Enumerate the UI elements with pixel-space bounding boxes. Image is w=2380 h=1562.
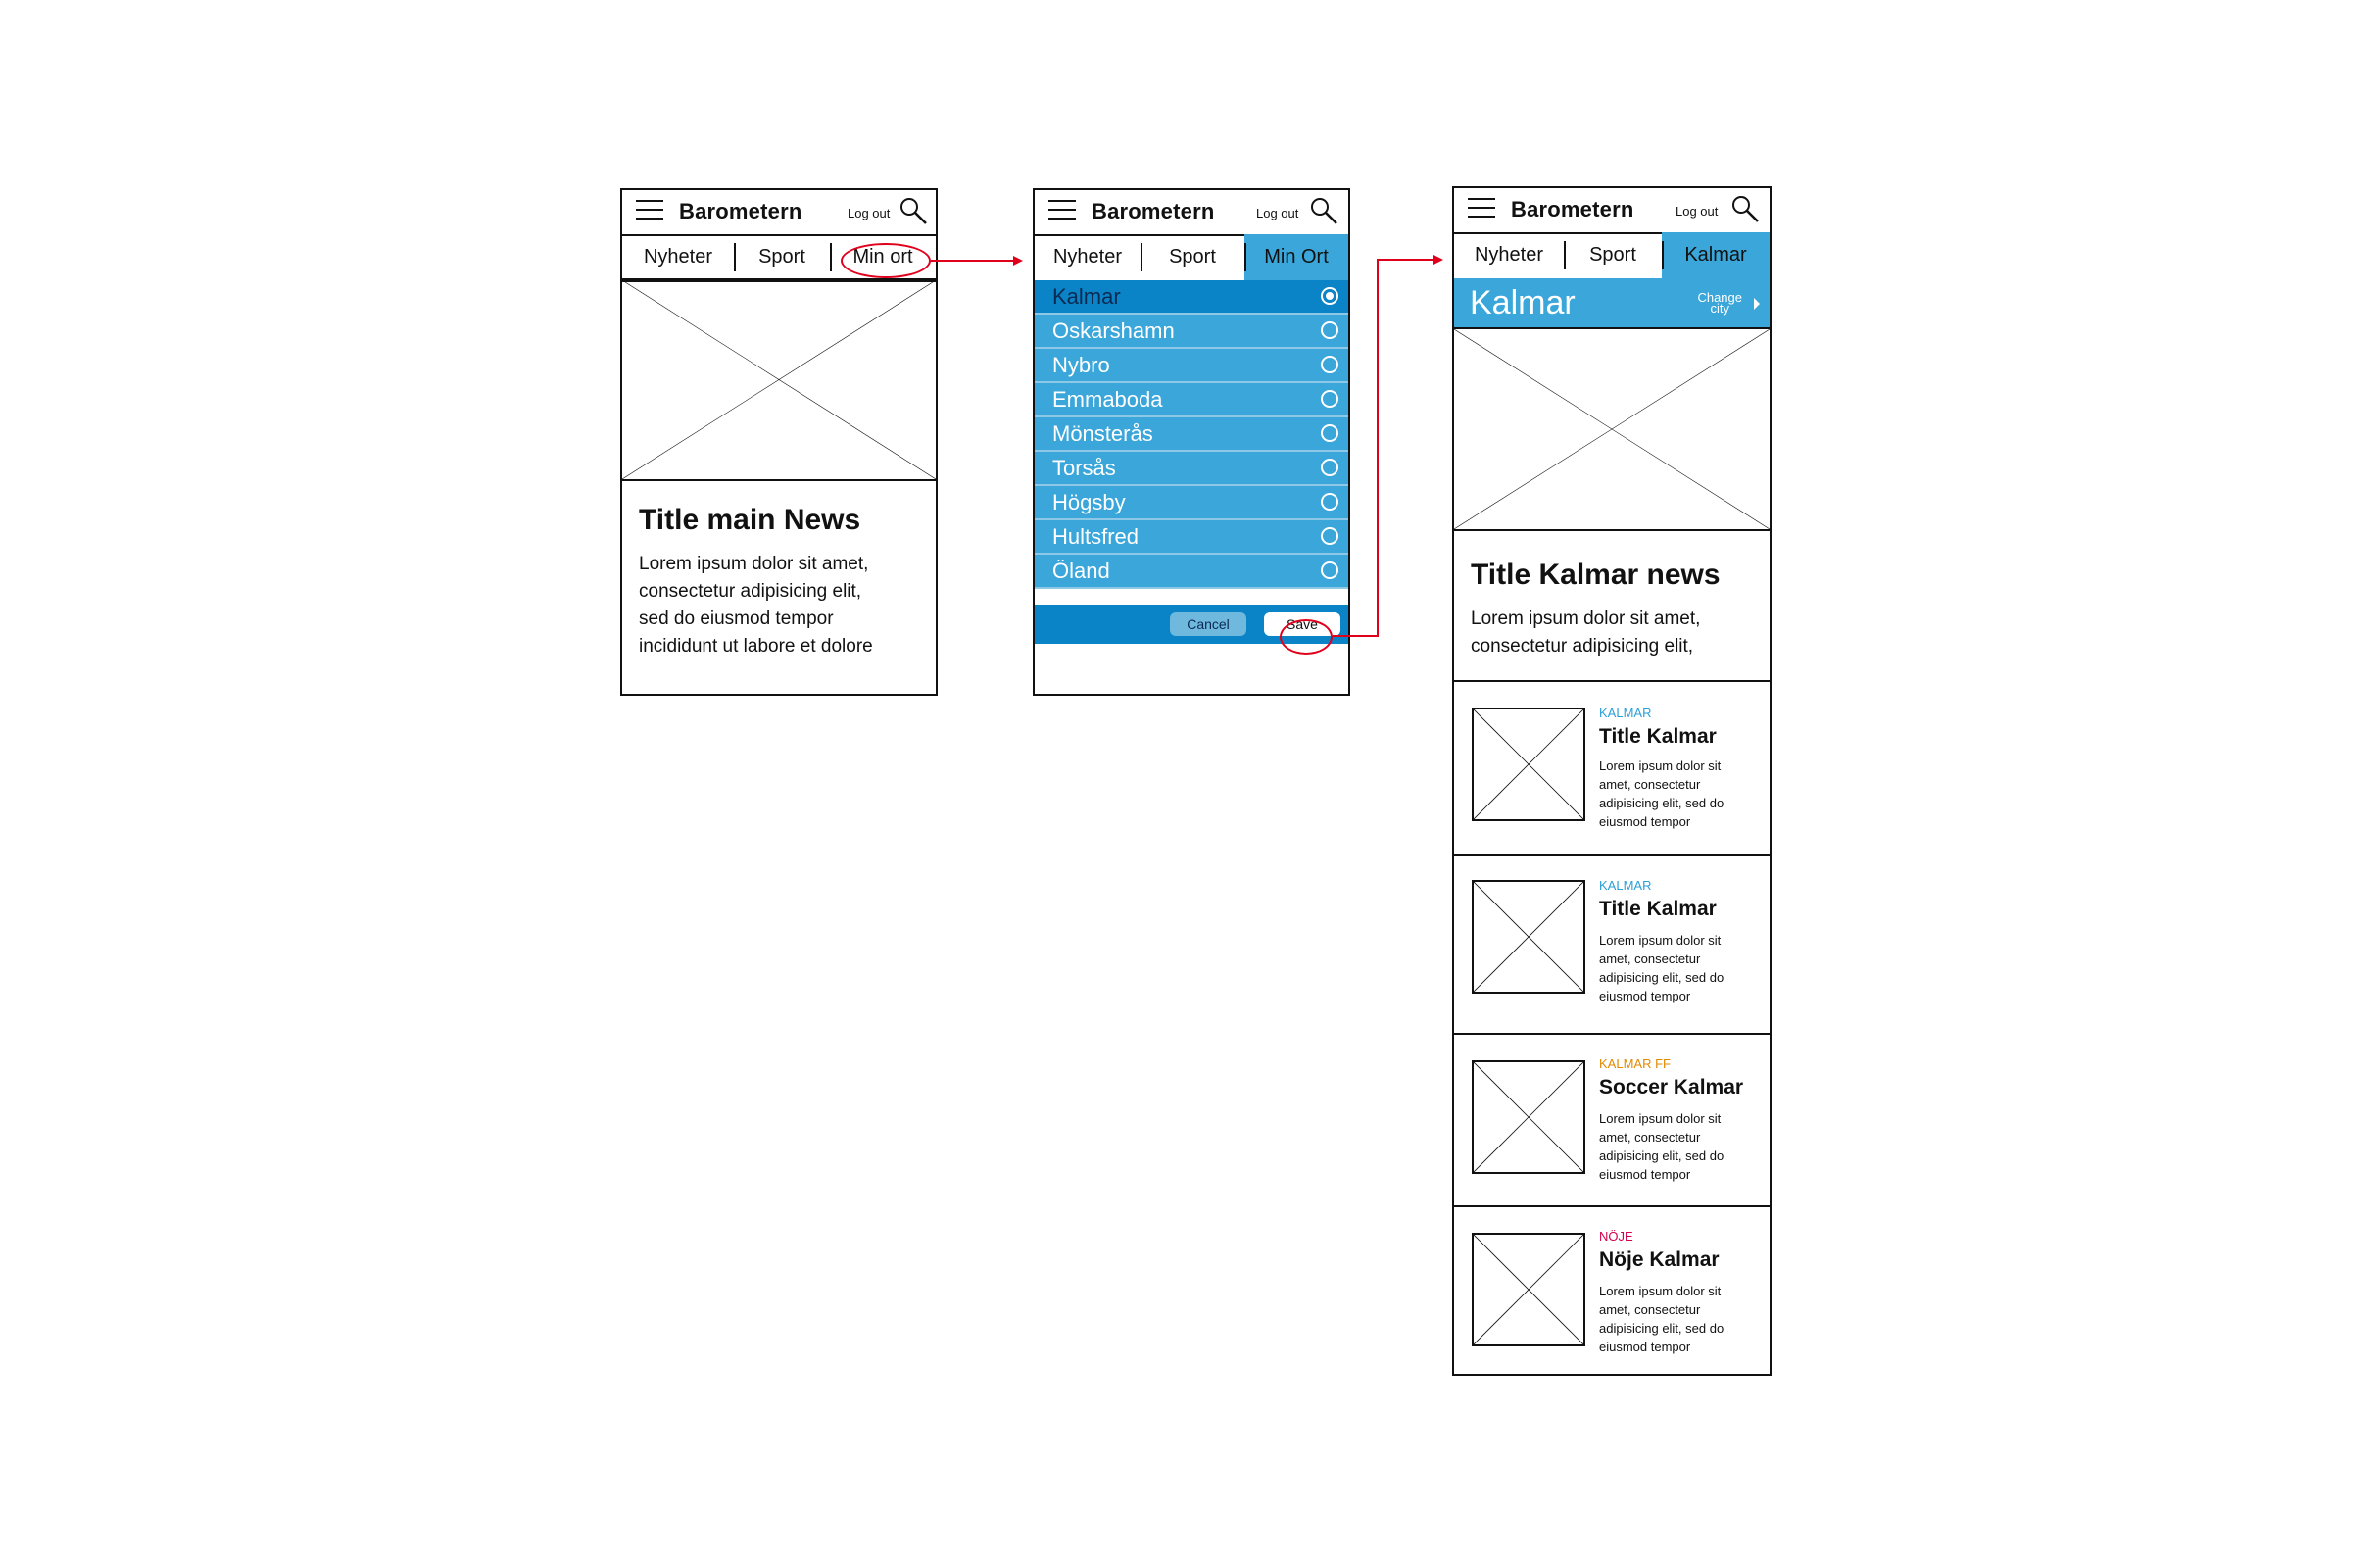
city-label: Öland (1052, 558, 1110, 583)
logout-link[interactable]: Log out (1256, 206, 1299, 220)
card-text-line: eiusmod tempor (1599, 1167, 1691, 1182)
change-city-label: city (1710, 301, 1729, 316)
news-card-3[interactable] (1454, 1035, 1770, 1207)
annotation-arrowhead-1 (1013, 256, 1023, 266)
body-line: Lorem ipsum dolor sit amet, (639, 554, 869, 574)
annotation-arrow-2b (1377, 259, 1379, 637)
search-icon[interactable] (899, 196, 928, 225)
radio-icon[interactable] (1321, 390, 1338, 408)
screen-kalmar-feed (1452, 186, 1772, 1376)
save-button[interactable]: Save (1264, 612, 1340, 636)
card-image-placeholder (1472, 880, 1585, 994)
card-category: KALMAR (1599, 706, 1652, 720)
hero-image-placeholder (1452, 327, 1772, 531)
app-header (1035, 190, 1348, 236)
change-city-link[interactable] (1697, 292, 1742, 314)
radio-icon[interactable] (1321, 561, 1338, 579)
card-text-line: eiusmod tempor (1599, 814, 1691, 829)
tab-nyheter[interactable]: Nyheter (1474, 244, 1544, 266)
card-text-line: amet, consectetur (1599, 1130, 1701, 1145)
card-category: NÖJE (1599, 1229, 1633, 1244)
card-text-line: adipisicing elit, sed do (1599, 970, 1724, 985)
kalmar-news-title[interactable]: Title Kalmar news (1471, 559, 1721, 591)
city-label: Nybro (1052, 352, 1110, 377)
city-option-emmaboda[interactable] (1035, 383, 1348, 417)
card-title[interactable]: Nöje Kalmar (1599, 1248, 1720, 1271)
body-line: incididunt ut labore et dolore (639, 636, 873, 657)
main-news-body (639, 551, 873, 660)
city-label: Kalmar (1052, 283, 1121, 309)
city-option-oland[interactable] (1035, 555, 1348, 589)
card-text-line: Lorem ipsum dolor sit (1599, 1111, 1722, 1126)
city-list (1035, 280, 1348, 589)
annotation-arrowhead-2 (1433, 255, 1443, 265)
card-text-line: adipisicing elit, sed do (1599, 1321, 1724, 1336)
card-text-line: adipisicing elit, sed do (1599, 796, 1724, 810)
body-line: consectetur adipisicing elit, (639, 581, 862, 602)
tab-nyheter[interactable]: Nyheter (1052, 246, 1123, 268)
card-text-line: amet, consectetur (1599, 952, 1701, 966)
card-text-line: Lorem ipsum dolor sit (1599, 933, 1722, 948)
city-label: Hultsfred (1052, 523, 1140, 549)
card-category: KALMAR (1599, 878, 1652, 893)
tab-bar (1035, 234, 1348, 282)
tab-nyheter[interactable]: Nyheter (643, 246, 713, 268)
brand-logo: Barometern (1511, 197, 1634, 221)
annotation-arrow-1 (931, 260, 1013, 262)
city-label: Emmaboda (1052, 386, 1163, 412)
search-icon[interactable] (1309, 196, 1338, 225)
main-news-title[interactable]: Title main News (639, 504, 861, 536)
brand-logo: Barometern (1092, 199, 1215, 223)
kalmar-news-body (1471, 606, 1700, 660)
card-text-line: eiusmod tempor (1599, 989, 1691, 1003)
city-option-torsas[interactable] (1035, 452, 1348, 486)
card-image-placeholder (1472, 708, 1585, 821)
tab-min-ort[interactable]: Min ort (830, 234, 936, 280)
radio-icon[interactable] (1321, 356, 1338, 373)
card-text-line: Lorem ipsum dolor sit (1599, 758, 1722, 773)
city-option-hogsby[interactable] (1035, 486, 1348, 520)
hamburger-menu-icon[interactable] (1468, 198, 1495, 220)
annotation-oval-min-ort (841, 243, 931, 278)
change-city-label: Change (1697, 290, 1742, 305)
body-line: consectetur adipisicing elit, (1471, 636, 1694, 657)
card-text-line: adipisicing elit, sed do (1599, 1148, 1724, 1163)
tab-min-ort[interactable]: Min Ort (1244, 234, 1348, 280)
radio-icon[interactable] (1321, 493, 1338, 511)
card-text-line: amet, consectetur (1599, 777, 1701, 792)
city-banner (1454, 278, 1770, 329)
city-label: Högsby (1052, 489, 1126, 514)
card-image-placeholder (1472, 1060, 1585, 1174)
logout-link[interactable]: Log out (848, 206, 891, 220)
tab-kalmar[interactable]: Kalmar (1662, 232, 1770, 278)
city-banner-title: Kalmar (1470, 284, 1576, 321)
card-text-line: eiusmod tempor (1599, 1340, 1691, 1354)
city-option-monsteras[interactable] (1035, 417, 1348, 452)
chevron-right-icon[interactable] (1754, 298, 1760, 310)
city-label: Mönsterås (1052, 420, 1153, 446)
radio-icon[interactable] (1321, 527, 1338, 545)
app-header (1454, 188, 1770, 234)
tab-bar (1454, 232, 1770, 280)
card-text (1599, 1282, 1756, 1356)
body-line: sed do eiusmod tempor (639, 609, 834, 629)
radio-icon[interactable] (1321, 321, 1338, 339)
city-option-oskarshamn[interactable] (1035, 315, 1348, 349)
logout-link[interactable]: Log out (1676, 204, 1719, 219)
city-option-nybro[interactable] (1035, 349, 1348, 383)
search-icon[interactable] (1730, 194, 1760, 223)
body-line: Lorem ipsum dolor sit amet, (1471, 609, 1701, 629)
hero-image-placeholder (620, 278, 938, 481)
tab-sport[interactable]: Sport (1564, 232, 1662, 278)
radio-selected-icon[interactable] (1321, 287, 1338, 305)
news-card-2[interactable] (1454, 856, 1770, 1035)
card-title[interactable]: Soccer Kalmar (1599, 1076, 1744, 1098)
city-option-kalmar[interactable] (1035, 280, 1348, 315)
city-label: Torsås (1052, 455, 1116, 480)
tab-sport[interactable]: Sport (734, 234, 830, 280)
card-text (1599, 757, 1756, 831)
card-text (1599, 1109, 1756, 1184)
cancel-button[interactable]: Cancel (1170, 612, 1246, 636)
city-option-hultsfred[interactable] (1035, 520, 1348, 555)
annotation-arrow-2a (1333, 635, 1378, 637)
card-text-line: amet, consectetur (1599, 1302, 1701, 1317)
news-card-4[interactable] (1454, 1207, 1770, 1376)
card-text-line: Lorem ipsum dolor sit (1599, 1284, 1722, 1298)
card-title[interactable]: Title Kalmar (1599, 898, 1717, 920)
radio-icon[interactable] (1321, 424, 1338, 442)
card-title[interactable]: Title Kalmar (1599, 725, 1717, 748)
brand-logo: Barometern (679, 199, 802, 223)
radio-icon[interactable] (1321, 459, 1338, 476)
city-label: Oskarshamn (1052, 317, 1175, 343)
annotation-oval-save (1280, 619, 1333, 655)
annotation-arrow-2c (1377, 259, 1433, 261)
tab-sport[interactable]: Sport (1141, 234, 1244, 280)
hamburger-menu-icon[interactable] (636, 200, 663, 221)
app-header (622, 190, 936, 236)
card-text (1599, 931, 1756, 1005)
hamburger-menu-icon[interactable] (1048, 200, 1076, 221)
card-image-placeholder (1472, 1233, 1585, 1346)
news-card-1[interactable] (1454, 682, 1770, 856)
card-category: KALMAR FF (1599, 1056, 1671, 1071)
